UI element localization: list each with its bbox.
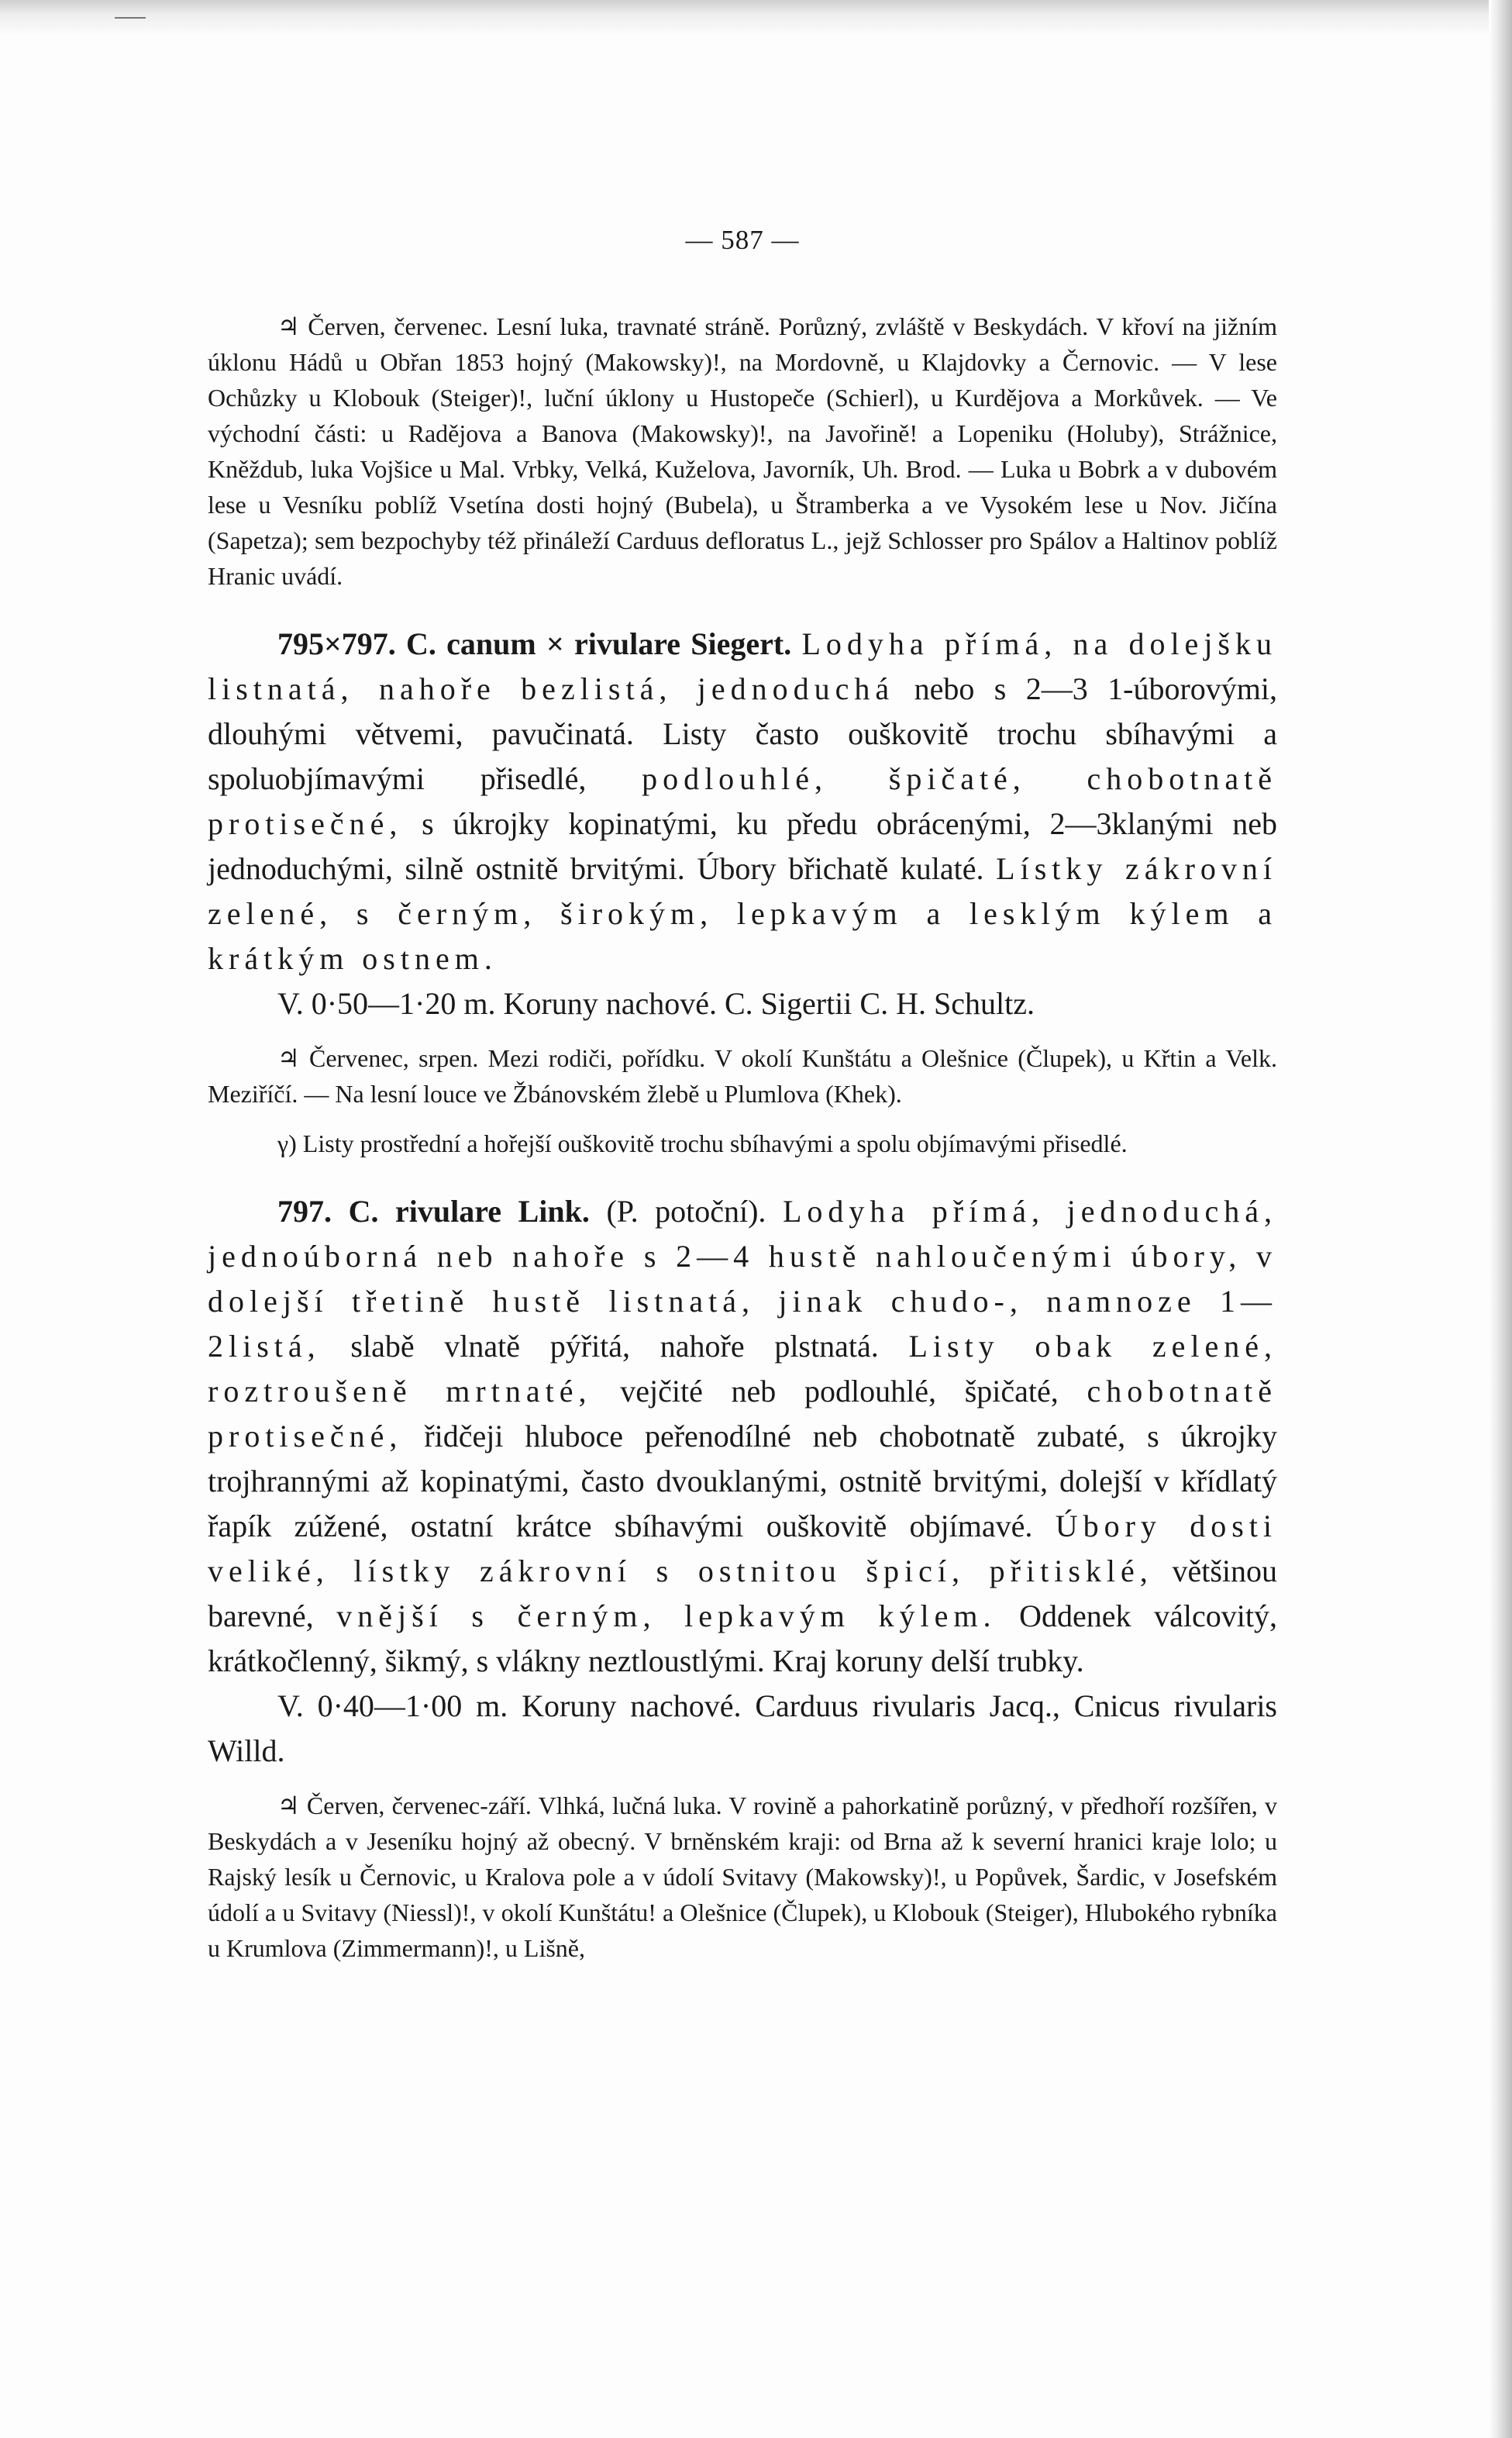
species-habitat: ♃ Červen, červenec-září. Vlhká, lučná luka. V rovině a pahorkatině porůzný, v předhoří rozšířen, v Beskydách a v Jeseníku hojný až obecný. V brněnském kraji: od Brna až k severní hranici kraje lolo; u Rajský lesík u Černovic, u Kralova pole a v údolí Svitavy (Makowsky)!, u Popůvek, Šardic, v Josefském údolí a u Svitavy (Niessl)!, v okolí Kunštátu! a Olešnice (Člupek), u Klobouk (Steiger), Hlubokého rybníka u Krumlova (Zimmermann)!, u Lišně,: [208, 1791, 1277, 1962]
species-heading: 795×797. C. canum × rivulare Siegert.: [277, 626, 792, 661]
species-desc-part: chobotnatě protisečné,: [208, 1374, 1278, 1453]
variety-gamma: γ) Listy prostřední a hořejší ouškovitě trochu sbíhavými a spolu objímavými přisedlé.: [277, 1129, 1128, 1157]
page-number: — 587 —: [685, 225, 800, 255]
species-size-line: V. 0·40—1·00 m. Koruny nachové. Carduus rivularis Jacq., Cnicus rivularis Willd.: [208, 1688, 1277, 1768]
species-desc-part: Lístky zákrovní zelené, s černým, širokým, lepkavým a lesklým kýlem a krátkým ostnem.: [208, 851, 1277, 976]
scan-mark: [115, 17, 146, 19]
species-desc-part: nebo s 2—3 1-úborovými, dlouhými větvemi, pavučinatá. Listy často ouškovitě trochu sbíhavými a spoluobjímavými přisedlé,: [208, 671, 1278, 796]
species-desc-part: Lodyha přímá, jednoduchá, jednoúborná neb nahoře s 2—4 hustě nahloučenými úbory, v dolejší třetině hustě listnatá, jinak chudo-, namnoze 1—2listá,: [208, 1194, 1277, 1364]
species-795-797-description: [208, 622, 1277, 981]
species-size-line: V. 0·50—1·20 m. Koruny nachové. C. Sigertii C. H. Schultz.: [277, 986, 1035, 1021]
species-desc-part: většinou barevné,: [208, 1553, 1278, 1633]
species-desc-part: s úkrojky kopinatými, ku předu obrácenými, 2—3klanými neb jednoduchými, silně ostnitě brvitými. Úbory břichatě kulaté.: [208, 806, 1278, 886]
species-habitat: ♃ Červenec, srpen. Mezi rodiči, pořídku. V okolí Kunštátu a Olešnice (Člupek), u Křtin a Velk. Meziříčí. — Na lesní louce ve Žbánovském žlebě u Plumlova (Khek).: [208, 1044, 1277, 1108]
scan-top-shadow: [0, 0, 1512, 36]
distribution-paragraph: ♃ Červen, červenec. Lesní luka, travnaté stráně. Porůzný, zvláště v Beskydách. V křoví na jižním úklonu Hádů u Obřan 1853 hojný (Makowsky)!, na Mordovně, u Klajdovky a Černovic. — V lese Ochůzky u Klobouk (Steiger)!, luční úklony u Hustopeče (Schierl), u Kurdějova a Morkůvek. — Ve východní části: u Radějova a Banova (Makowsky)!, na Javořině! a Lopeniku (Holuby), Strážnice, Kněždub, luka Vojšice u Mal. Vrbky, Velká, Kuželova, Javorník, Uh. Brod. — Luka u Bobrk a v dubovém lese u Vesníku poblíž Vsetína dosti hojný (Bubela), u Štramberka a ve Vysokém lese u Nov. Jičína (Sapetza); sem bezpochyby též přináleží Carduus defloratus L., jejž Schlosser pro Spálov a Haltinov poblíž Hranic uvádí.: [208, 312, 1277, 590]
species-desc-part: vejčité neb podlouhlé, špičaté,: [620, 1374, 1059, 1409]
species-common-name: (P. potoční).: [606, 1194, 766, 1229]
species-desc-part: vnější s černým, lepkavým kýlem.: [336, 1598, 997, 1633]
scan-right-edge: [1489, 0, 1512, 2438]
species-desc-part: podlouhlé, špičaté, chobotnatě protisečné,: [208, 761, 1278, 841]
page-content: [208, 225, 1277, 1966]
species-desc-part: Lodyha přímá, na dolejšku listnatá, nahoře bezlistá, jednoduchá: [208, 626, 1277, 706]
species-797-description: [208, 1189, 1277, 1684]
species-desc-part: Úbory dosti veliké, lístky zákrovní s ostnitou špicí, přitisklé,: [208, 1509, 1277, 1588]
species-heading: 797. C. rivulare Link.: [277, 1194, 590, 1229]
species-desc-part: řidčeji hluboce peřenodílné neb chobotnatě zubaté, s úkrojky trojhrannými až kopinatými, často dvouklanými, ostnitě brvitými, dolejší v křídlatý řapík zúžené, ostatní krátce sbíhavými ouškovitě objímavé.: [208, 1419, 1278, 1543]
species-desc-part: Listy obak zelené, roztroušeně mrtnaté,: [208, 1329, 1277, 1409]
species-desc-part: Oddenek válcovitý, krátkočlenný, šikmý, s vlákny neztloustlými. Kraj koruny delší trubky.: [208, 1598, 1277, 1678]
species-desc-part: slabě vlnatě pýřitá, nahoře plstnatá.: [350, 1329, 879, 1364]
